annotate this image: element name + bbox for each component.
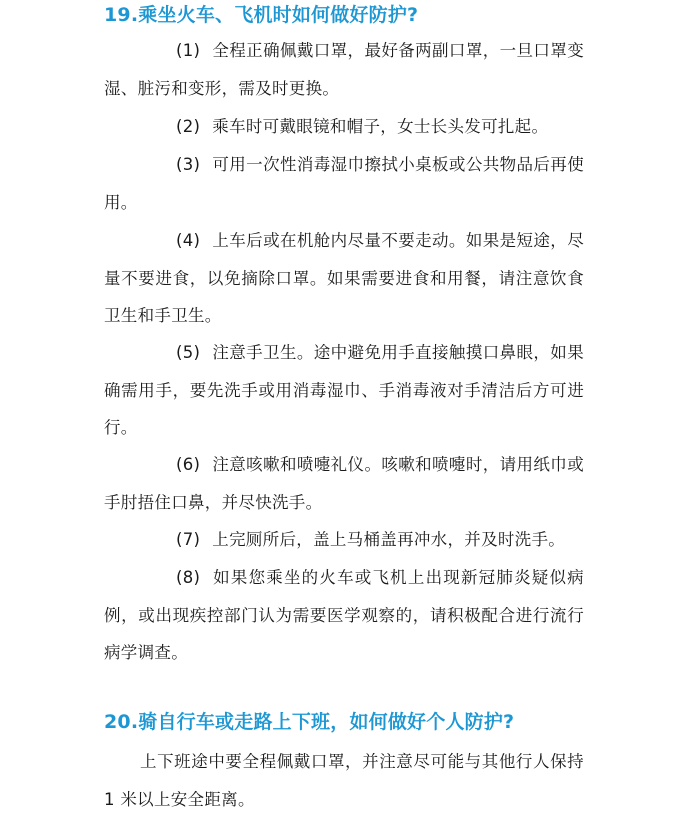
section-19-item-5 — [104, 334, 584, 447]
section-20-text: 上下班途中要全程佩戴口罩，并注意尽可能与其他行人保持 1 米以上安全距离。 — [104, 752, 584, 809]
item-number: (7) — [176, 530, 201, 549]
section-19-item-7 — [104, 521, 584, 559]
item-text: 全程正确佩戴口罩，最好备两副口罩，一旦口罩变湿、脏污和变形，需及时更换。 — [104, 41, 584, 98]
item-number: (1) — [176, 41, 201, 60]
section-19-item-3 — [104, 146, 584, 221]
item-text: 乘车时可戴眼镜和帽子，女士长头发可扎起。 — [212, 117, 549, 136]
section-19-item-6 — [104, 446, 584, 521]
item-text: 上完厕所后，盖上马桶盖再冲水，并及时洗手。 — [212, 530, 566, 549]
item-text: 注意咳嗽和喷嚏礼仪。咳嗽和喷嚏时，请用纸巾或手肘捂住口鼻，并尽快洗手。 — [104, 455, 584, 512]
section-19-item-4 — [104, 222, 584, 335]
section-19-item-8 — [104, 559, 584, 672]
item-number: (3) — [176, 155, 201, 174]
item-text: 可用一次性消毒湿巾擦拭小桌板或公共物品后再使用。 — [104, 155, 584, 212]
item-text: 如果您乘坐的火车或飞机上出现新冠肺炎疑似病例，或出现疾控部门认为需要医学观察的，请积极配合进行流行病学调查。 — [104, 568, 584, 662]
item-number: (2) — [176, 117, 201, 136]
section-20-title: 20.骑自行车或走路上下班，如何做好个人防护? — [104, 711, 515, 733]
item-text: 注意手卫生。途中避免用手直接触摸口鼻眼，如果确需用手，要先洗手或用消毒湿巾、手消毒液对手清洁后方可进行。 — [104, 343, 584, 437]
item-number: (8) — [176, 568, 201, 587]
item-number: (6) — [176, 455, 201, 474]
item-number: (4) — [176, 231, 201, 250]
item-number: (5) — [176, 343, 201, 362]
section-19-title: 19.乘坐火车、飞机时如何做好防护? — [104, 4, 419, 26]
section-19-item-1 — [104, 32, 584, 107]
section-19-item-2 — [104, 108, 584, 146]
item-text: 上车后或在机舱内尽量不要走动。如果是短途，尽量不要进食，以免摘除口罩。如果需要进食和用餐，请注意饮食卫生和手卫生。 — [104, 231, 584, 325]
